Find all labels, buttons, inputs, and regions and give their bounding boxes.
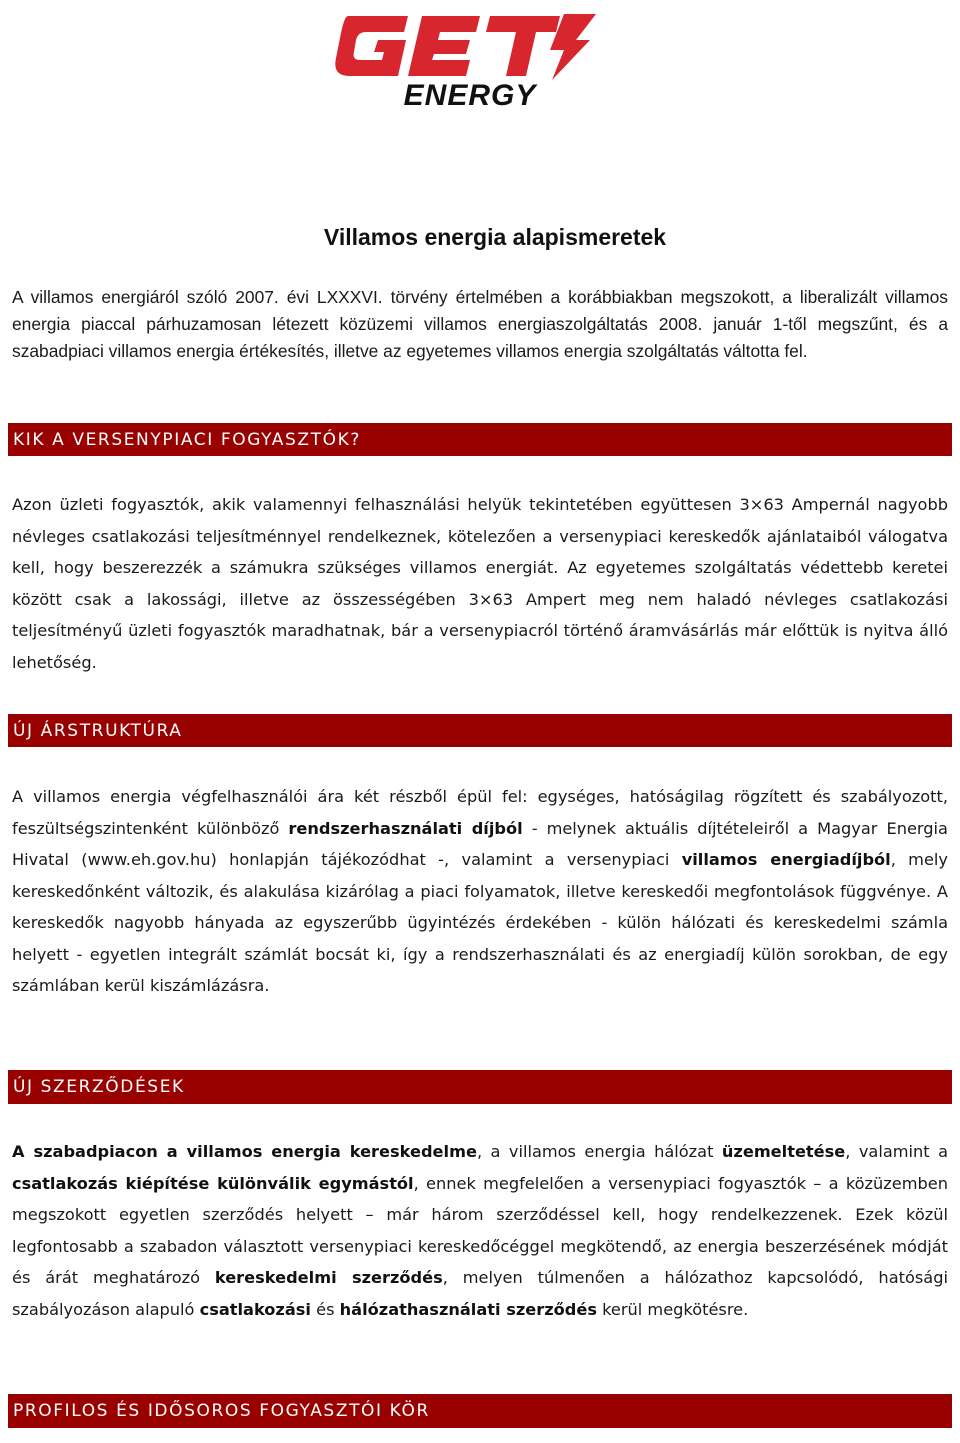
text-run: , a villamos energia hálózat xyxy=(476,1142,722,1161)
get-energy-logo xyxy=(330,10,610,110)
bold-term: hálózathasználati szerződés xyxy=(339,1299,597,1319)
section-heading-profilos xyxy=(8,1394,952,1428)
section-heading-label: ÚJ SZERZŐDÉSEK xyxy=(13,1077,185,1097)
section-heading-versenypiaci xyxy=(8,423,952,456)
bold-term: csatlakozási xyxy=(199,1299,311,1319)
paragraph-text: Azon üzleti fogyasztók, akik valamennyi felhasználási helyük tekintetében együttesen 3×63 Ampernál nagyobb névleges csatlakozási teljesítménnyel rendelkeznek, kötelezően a versenypiaci kereskedők ajánlataiból válogatva kell, hogy beszerezzék a számukra szükséges villamos energiát. Az egyetemes szolgáltatás védettebb keretei között csak a lakossági, illetve az összességében 3×63 Ampert meg nem haladó névleges csatlakozási teljesítményű üzleti fogyasztók maradhatnak, bár a versenypiacról történő áramvásárlás már előttük is nyitva álló lehetőség. xyxy=(12,495,948,672)
text-run: , ennek megfelelően a versenypiaci fogyasztók – a közüzemben megszokott egyetlen szerződés helyett – már három szerződéssel kell, hogy rendelkezzenek. Ezek közül legfontosabb a szabadon választott versenypiaci kereskedőcéggel megkötendő, az energia beszerzésének módját és árát meghatározó xyxy=(12,1173,949,1287)
text-run: A villamos energia végfelhasználói ára két részből épül fel: egységes, hatóságilag rögzített és szabályozott, feszültségszintenként különböző xyxy=(12,787,948,838)
text-run: és xyxy=(310,1299,340,1319)
text-run: , melyen túlmenően a hálózathoz kapcsolódó, hatósági szabályozáson alapuló xyxy=(12,1268,948,1319)
text-run: kerül megkötésre. xyxy=(596,1299,749,1319)
svg-text:ENERGY: ENERGY xyxy=(403,79,537,110)
text-run: , mely kereskedőnként változik, és alakulása kizárólag a piaci folyamatok, illetve kereskedői megfontolások függvénye. A kereskedők nagyobb hányada az egyszerűbb ügyintézés érdekében - külön hálózati és kereskedelmi számla helyett - egyetlen integrált számlát bocsát ki, így a rendszerhasználati és az energiadíj külön sorokban, de egy számlában kerül kiszámlázásra. xyxy=(12,850,948,995)
section-heading-label: KIK A VERSENYPIACI FOGYASZTÓK? xyxy=(13,429,361,450)
bold-term: rendszerhasználati díjból xyxy=(288,818,523,838)
text-run: - melynek aktuális díjtételeiről a Magyar Energia Hivatal (www.eh.gov.hu) honlapján tájékozódhat -, valamint a versenypiaci xyxy=(12,818,948,869)
page-title: Villamos energia alapismeretek xyxy=(323,224,667,250)
section-paragraph-arstruktura xyxy=(12,781,948,1002)
section-paragraph-versenypiaci xyxy=(12,489,948,678)
bold-term: csatlakozás kiépítése különválik egymástól xyxy=(12,1173,414,1193)
intro-paragraph xyxy=(12,284,948,365)
logo-graphic xyxy=(330,10,610,110)
bold-term: villamos energiadíjból xyxy=(681,850,891,869)
section-paragraph-szerzodesek xyxy=(12,1136,948,1325)
bold-term: üzemeltetése xyxy=(721,1142,846,1161)
section-heading-label: PROFILOS ÉS IDŐSOROS FOGYASZTÓI KÖR xyxy=(13,1401,430,1421)
text-run: , valamint a xyxy=(845,1142,948,1161)
paragraph-text xyxy=(12,781,948,1002)
section-heading-szerzodesek xyxy=(8,1070,952,1104)
section-heading-arstruktura xyxy=(8,714,952,747)
intro-text: A villamos energiáról szóló 2007. évi LXXXVI. törvény értelmében a korábbiakban megszokott, a liberalizált villamos energia piaccal párhuzamosan létezett közüzemi villamos energiaszolgáltatás 2008. január 1-től megszűnt, és a szabadpiaci villamos energia értékesítés, illetve az egyetemes villamos energia szolgáltatás váltotta fel. xyxy=(12,287,948,361)
bold-term: kereskedelmi szerződés xyxy=(214,1268,443,1287)
section-heading-label: ÚJ ÁRSTRUKTÚRA xyxy=(13,720,183,741)
bold-term: A szabadpiacon a villamos energia kereskedelme xyxy=(12,1142,477,1161)
paragraph-text xyxy=(12,1136,948,1325)
